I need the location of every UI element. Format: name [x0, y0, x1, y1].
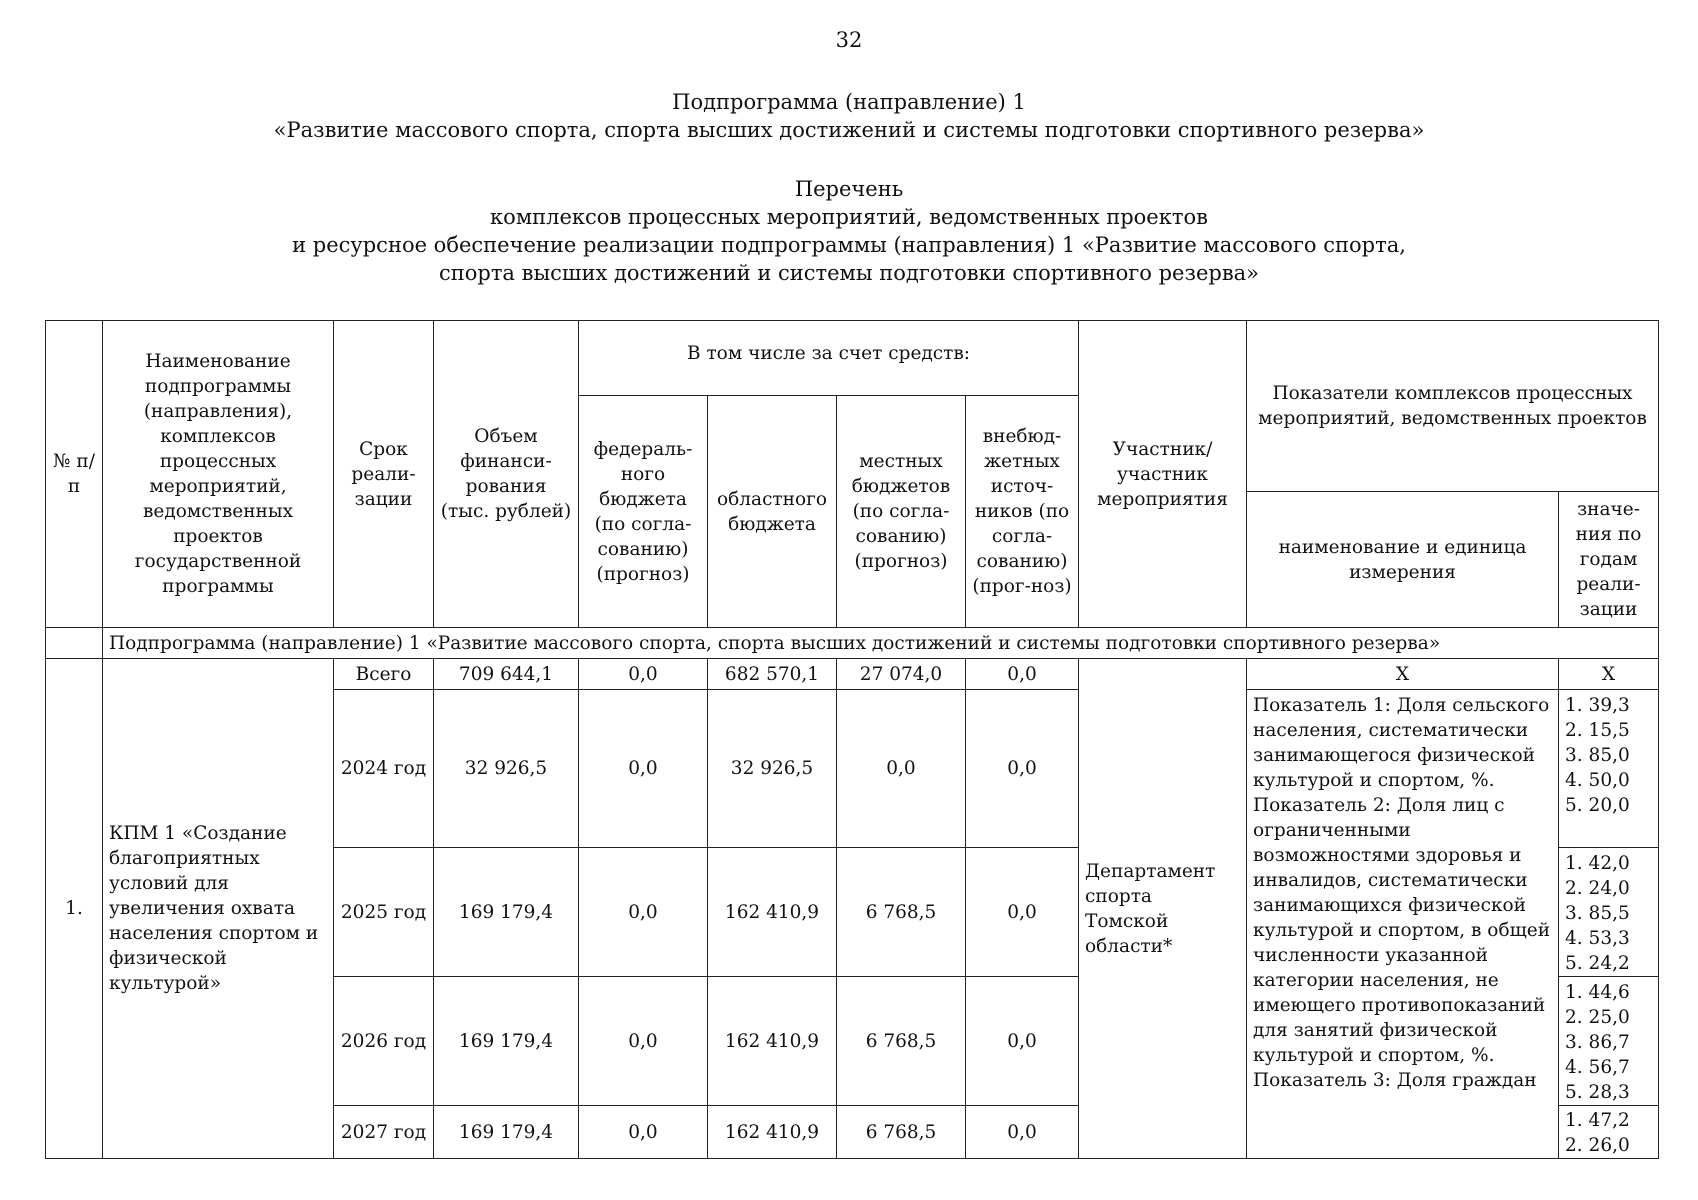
indicator-value: 3. 86,7	[1565, 1032, 1630, 1053]
item-participant: Департамент спорта Томской области*	[1079, 659, 1247, 1159]
cell-term: 2027 год	[334, 1106, 434, 1159]
indicator-values-4	[1559, 1106, 1659, 1159]
indicator-value: 4. 50,0	[1565, 770, 1630, 791]
list-heading	[0, 175, 1698, 287]
indicator-value: 1. 42,0	[1565, 853, 1630, 874]
cell-volume: 32 926,5	[434, 690, 579, 848]
table-row	[46, 659, 1659, 690]
cell-term: 2026 год	[334, 977, 434, 1106]
cell-federal: 0,0	[579, 848, 708, 977]
indicator-value: 5. 28,3	[1565, 1082, 1630, 1103]
cell-offbudget: 0,0	[966, 1106, 1079, 1159]
cell-term: 2024 год	[334, 690, 434, 848]
indicator-value: 1. 39,3	[1565, 695, 1630, 716]
cell-offbudget: 0,0	[966, 848, 1079, 977]
header-term: Срок реали-зации	[334, 321, 434, 628]
header-participant: Участник/ участник мероприятия	[1079, 321, 1247, 628]
page-number: 32	[835, 28, 863, 52]
cell-term: 2025 год	[334, 848, 434, 977]
cell-offbudget: 0,0	[966, 977, 1079, 1106]
cell-regional: 162 410,9	[708, 848, 837, 977]
indicator-values-1	[1559, 690, 1659, 848]
cell-volume: 169 179,4	[434, 977, 579, 1106]
indicator-values-2	[1559, 848, 1659, 977]
cell-federal: 0,0	[579, 1106, 708, 1159]
cell-local: 6 768,5	[837, 1106, 966, 1159]
header-local: местных бюджетов (по согла-сованию) (прогноз)	[837, 396, 966, 628]
cell-federal: 0,0	[579, 977, 708, 1106]
cell-regional: 162 410,9	[708, 977, 837, 1106]
cell-volume: 169 179,4	[434, 848, 579, 977]
indicator-value: 1. 44,6	[1565, 982, 1630, 1003]
indicator-value: 1. 47,2	[1565, 1110, 1630, 1131]
header-indicator-values: значе-ния по годам реали-зации	[1559, 492, 1659, 628]
cell-local: 27 074,0	[837, 659, 966, 690]
indicator-values-3	[1559, 977, 1659, 1106]
cell-regional: 32 926,5	[708, 690, 837, 848]
item-num: 1.	[46, 659, 103, 1159]
cell-federal: 0,0	[579, 659, 708, 690]
item-name: КПМ 1 «Создание благоприятных условий для увеличения охвата населения спортом и физической культурой»	[103, 659, 334, 1159]
cell-term: Всего	[334, 659, 434, 690]
heading-line: Перечень	[794, 177, 904, 201]
indicator-x: Х	[1247, 659, 1559, 690]
header-regional: областного бюджета	[708, 396, 837, 628]
subprogram-heading	[0, 88, 1698, 144]
cell-local: 0,0	[837, 690, 966, 848]
indicator-value: 2. 26,0	[1565, 1135, 1630, 1156]
indicator-value: 5. 20,0	[1565, 795, 1630, 816]
indicator-value: 2. 25,0	[1565, 1007, 1630, 1028]
heading-line: «Развитие массового спорта, спорта высших достижений и системы подготовки спортивного резерва»	[273, 118, 1425, 142]
cell-local: 6 768,5	[837, 848, 966, 977]
indicator-value: 4. 53,3	[1565, 928, 1630, 949]
indicator-value: 4. 56,7	[1565, 1057, 1630, 1078]
header-sources: В том числе за счет средств:	[579, 321, 1079, 396]
header-num: № п/п	[46, 321, 103, 628]
cell-local: 6 768,5	[837, 977, 966, 1106]
cell-volume: 169 179,4	[434, 1106, 579, 1159]
subprogram-row-title: Подпрограмма (направление) 1 «Развитие массового спорта, спорта высших достижений и системы подготовки спортивного резерва»	[103, 628, 1659, 659]
indicator-value: 3. 85,0	[1565, 745, 1630, 766]
header-indicators: Показатели комплексов процессных мероприятий, ведомственных проектов	[1247, 321, 1659, 492]
heading-line: Подпрограмма (направление) 1	[672, 90, 1026, 114]
heading-line: спорта высших достижений и системы подготовки спортивного резерва»	[438, 261, 1260, 285]
value-x: Х	[1559, 659, 1659, 690]
header-federal: федераль-ного бюджета (по согла-сованию) (прогноз)	[579, 396, 708, 628]
indicators-text: Показатель 1: Доля сельского населения, систематически занимающегося физической культурой и спортом, %. Показатель 2: Доля лиц с ограниченными возможностями здоровья и инвалидов, систематически занимающихся физической культурой и спортом, в общей численности указанной категории населения, не имеющего противопоказаний для занятий физической культурой и спортом, %. Показатель 3: Доля граждан	[1247, 690, 1559, 1159]
cell-volume: 709 644,1	[434, 659, 579, 690]
header-indicator-name: наименование и единица измерения	[1247, 492, 1559, 628]
cell-offbudget: 0,0	[966, 690, 1079, 848]
cell-federal: 0,0	[579, 690, 708, 848]
indicator-value: 5. 24,2	[1565, 953, 1630, 974]
header-name: Наименование подпрограммы (направления), комплексов процессных мероприятий, ведомственных проектов государственной программы	[103, 321, 334, 628]
cell-regional: 162 410,9	[708, 1106, 837, 1159]
indicator-value: 2. 15,5	[1565, 720, 1630, 741]
header-offbudget: внебюд-жетных источ-ников (по согла-сованию) (прог-ноз)	[966, 396, 1079, 628]
indicator-value: 2. 24,0	[1565, 878, 1630, 899]
heading-line: и ресурсное обеспечение реализации подпрограммы (направления) 1 «Развитие массового спорта,	[292, 233, 1406, 257]
heading-line: комплексов процессных мероприятий, ведомственных проектов	[490, 205, 1208, 229]
cell-regional: 682 570,1	[708, 659, 837, 690]
indicator-value: 3. 85,5	[1565, 903, 1630, 924]
header-volume: Объем финанси-рования (тыс. рублей)	[434, 321, 579, 628]
financing-table	[45, 320, 1659, 1159]
subprogram-row-num	[46, 628, 103, 659]
cell-offbudget: 0,0	[966, 659, 1079, 690]
